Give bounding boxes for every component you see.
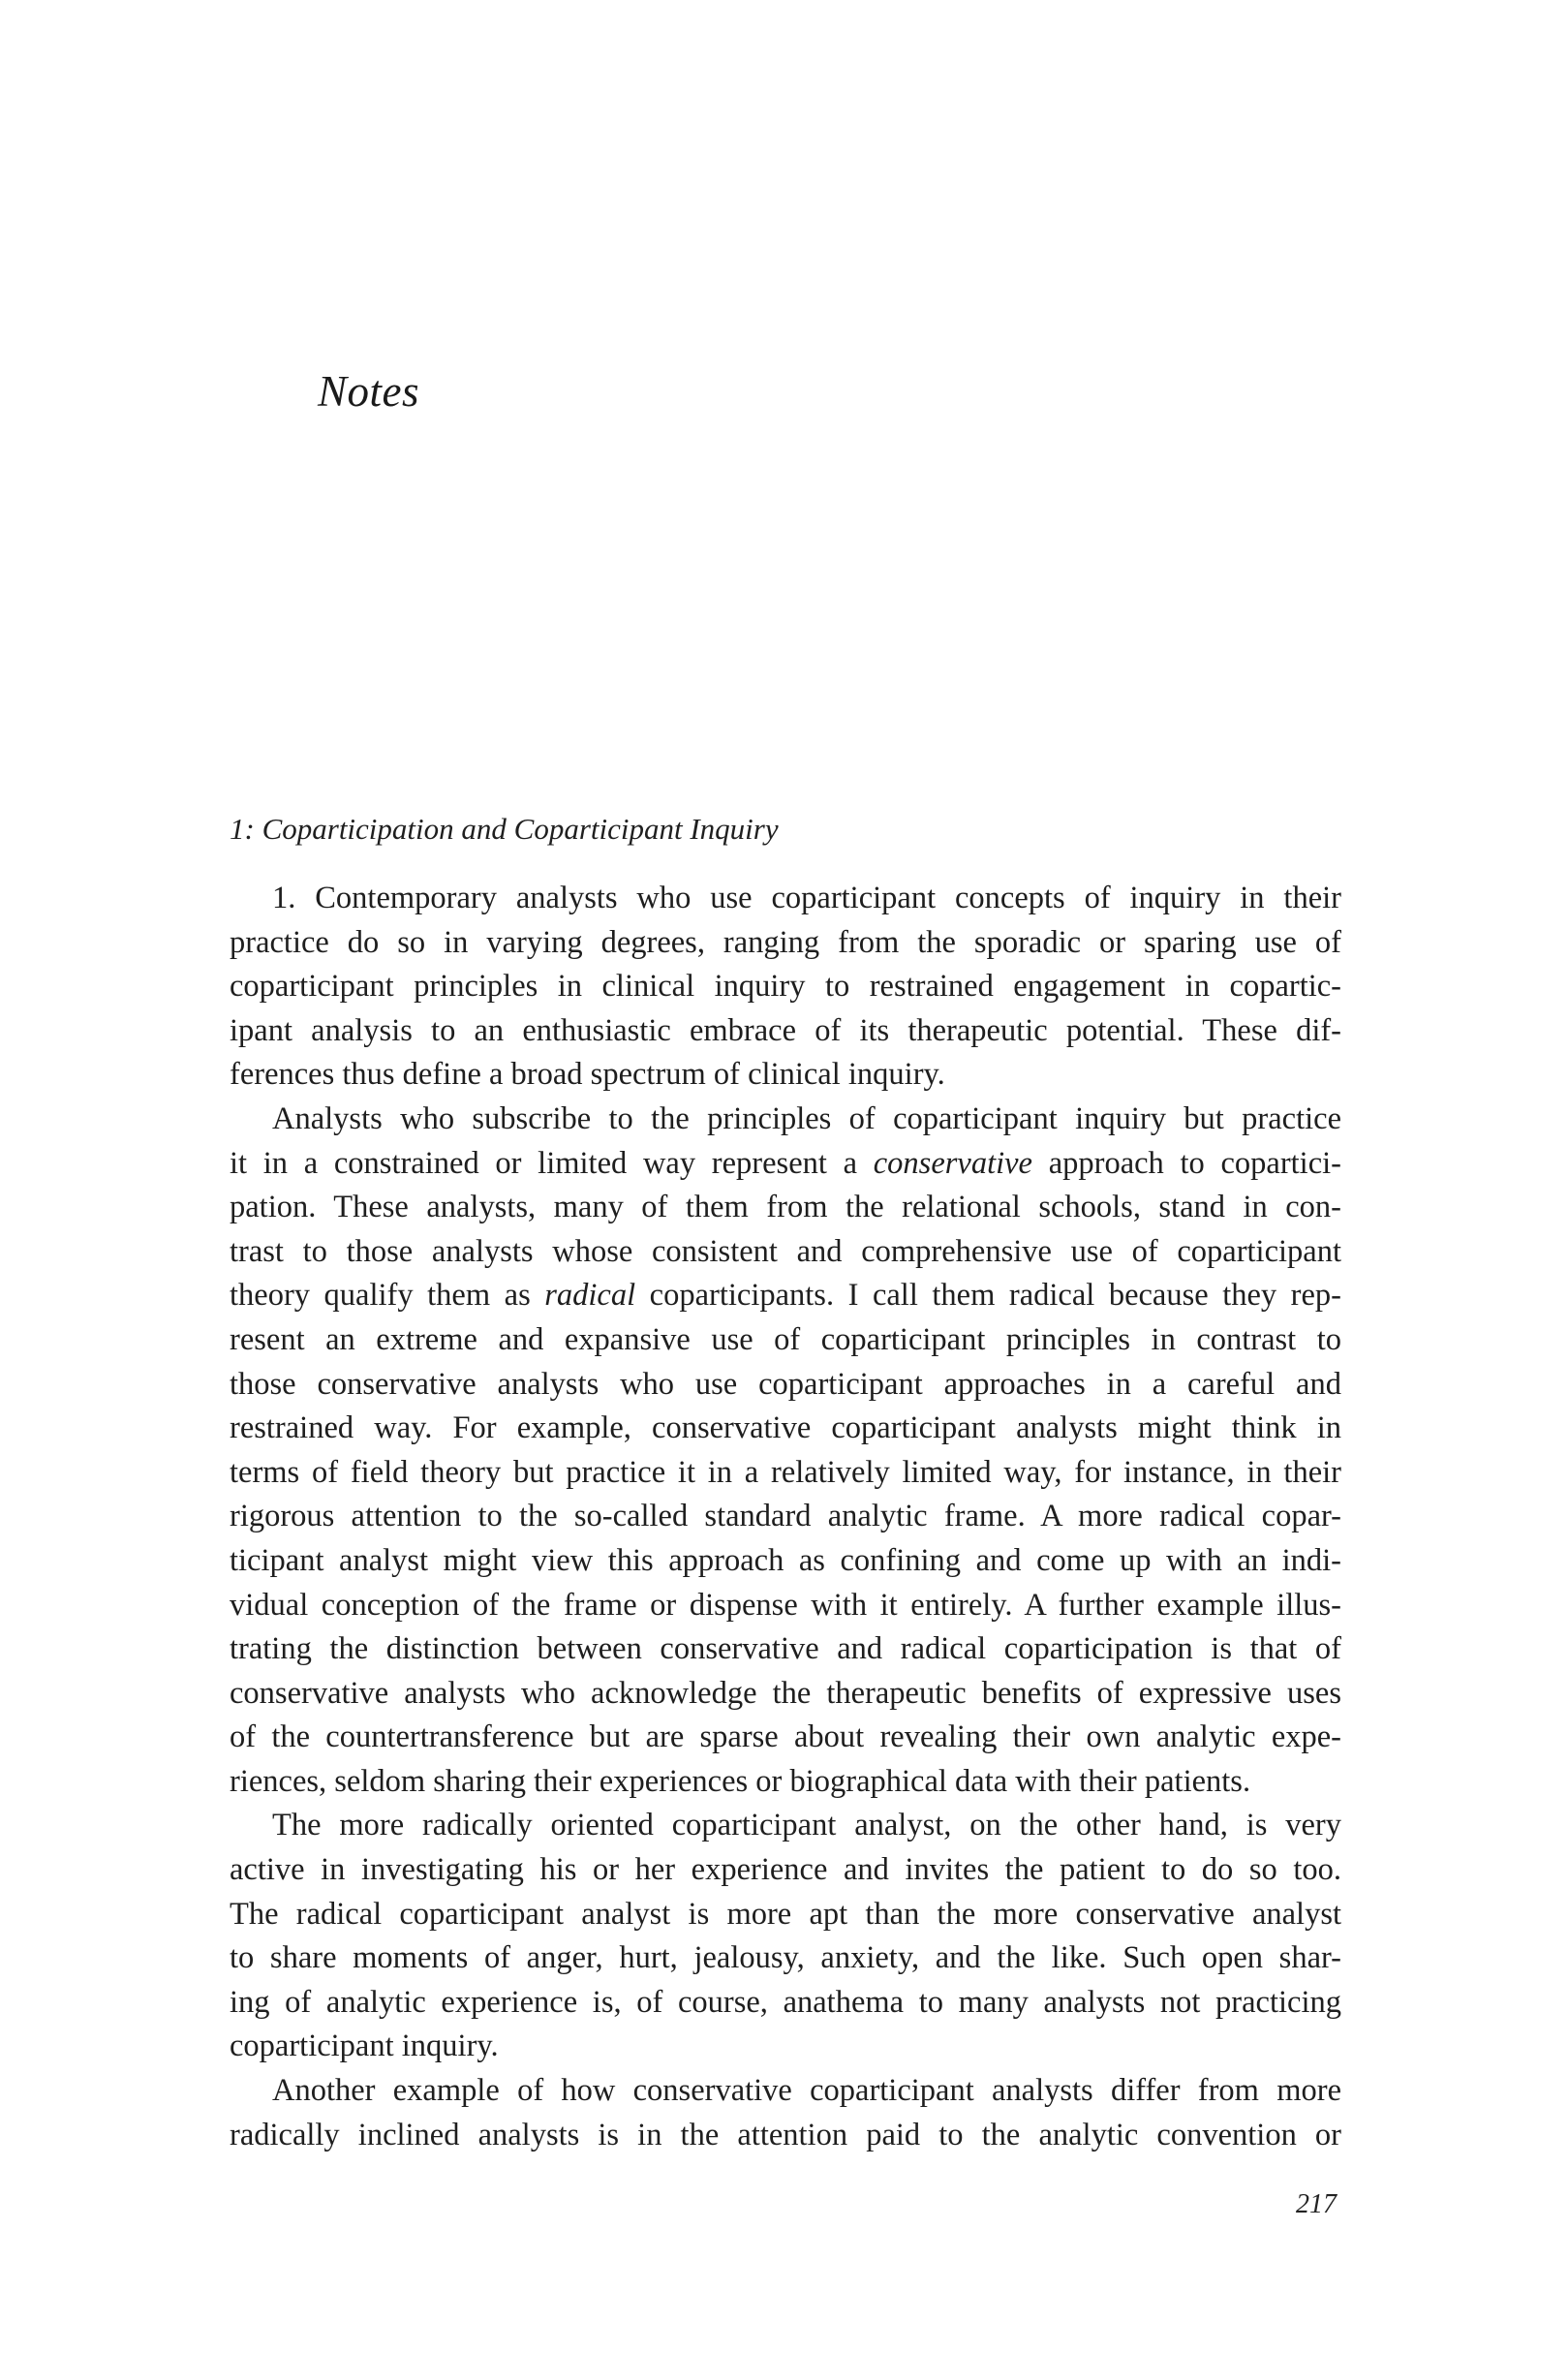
text-line: of the countertransference but are sparse about revealing their own analytic expe-	[230, 1719, 1341, 1755]
text-line: trating the distinction between conservative and radical coparticipation is that of	[230, 1631, 1341, 1667]
text-line: pation. These analysts, many of them from the relational schools, stand in con-	[230, 1190, 1341, 1225]
text-line: coparticipant inquiry.	[230, 2028, 499, 2064]
emphasis-term: conservative	[873, 1145, 1032, 1181]
note-paragraph	[230, 877, 1341, 1098]
text-line: ing of analytic experience is, of course, anathema to many analysts not practicing	[230, 1984, 1341, 2020]
text-line: practice do so in varying degrees, ranging from the sporadic or sparing use of	[230, 924, 1341, 960]
page-number: 217	[1296, 2189, 1337, 2219]
text-line: terms of field theory but practice it in a relatively limited way, for instance, in their	[230, 1454, 1341, 1490]
note-paragraph	[230, 1098, 1341, 1805]
text-line: theory qualify them as radical coparticipants. I call them radical because they rep-	[230, 1278, 1341, 1314]
text-line: The more radically oriented coparticipant analyst, on the other hand, is very	[272, 1808, 1341, 1843]
section-heading: 1: Coparticipation and Coparticipant Inquiry	[230, 812, 779, 846]
text-line: vidual conception of the frame or dispense with it entirely. A further example illus-	[230, 1587, 1341, 1623]
text-line: rigorous attention to the so-called standard analytic frame. A more radical copar-	[230, 1499, 1341, 1534]
text-line: ipant analysis to an enthusiastic embrace of its therapeutic potential. These dif-	[230, 1012, 1341, 1048]
notes-body	[230, 877, 1341, 2157]
text-line: trast to those analysts whose consistent and comprehensive use of coparticipant	[230, 1233, 1341, 1269]
text-line: 1. Contemporary analysts who use coparticipant concepts of inquiry in their	[272, 881, 1341, 915]
text-line: Analysts who subscribe to the principles of coparticipant inquiry but practice	[272, 1100, 1341, 1136]
text-line: coparticipant principles in clinical inquiry to restrained engagement in copartic-	[230, 969, 1341, 1005]
text-line: riences, seldom sharing their experiences or biographical data with their patients.	[230, 1763, 1251, 1799]
text-line: radically inclined analysts is in the attention paid to the analytic convention or	[230, 2117, 1341, 2152]
emphasis-term: radical	[544, 1278, 636, 1314]
text-line: conservative analysts who acknowledge the therapeutic benefits of expressive uses	[230, 1675, 1341, 1711]
text-line: active in investigating his or her experience and invites the patient to do so too.	[230, 1852, 1341, 1888]
text-line: it in a constrained or limited way represent a conservative approach to copartici-	[230, 1145, 1341, 1181]
text-line: restrained way. For example, conservative coparticipant analysts might think in	[230, 1410, 1341, 1446]
note-paragraph	[230, 2069, 1341, 2157]
text-line: Another example of how conservative coparticipant analysts differ from more	[272, 2073, 1341, 2109]
text-line: resent an extreme and expansive use of coparticipant principles in contrast to	[230, 1321, 1341, 1357]
text-line: The radical coparticipant analyst is more apt than the more conservative analyst	[230, 1896, 1341, 1932]
text-line: those conservative analysts who use coparticipant approaches in a careful and	[230, 1366, 1341, 1402]
text-line: to share moments of anger, hurt, jealousy, anxiety, and the like. Such open shar-	[230, 1940, 1341, 1976]
note-paragraph	[230, 1804, 1341, 2069]
text-line: ferences thus define a broad spectrum of clinical inquiry.	[230, 1057, 945, 1093]
page-title: Notes	[318, 367, 420, 416]
text-line: ticipant analyst might view this approach as confining and come up with an indi-	[230, 1542, 1341, 1578]
